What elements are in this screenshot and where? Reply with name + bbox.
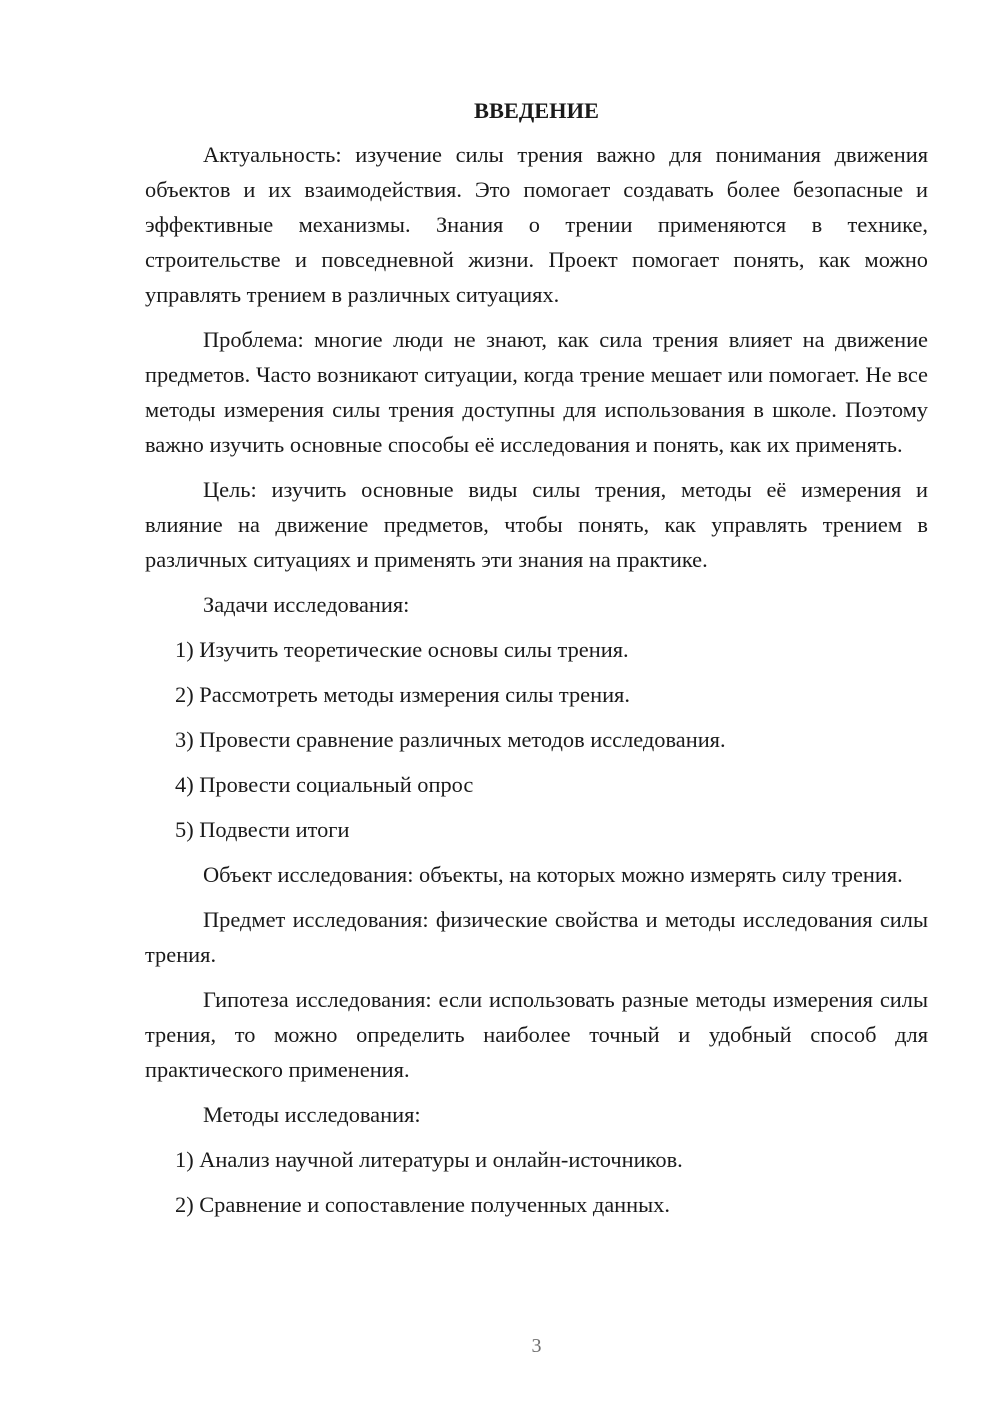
task-item-5: 5) Подвести итоги xyxy=(175,817,350,842)
tasks-heading: Задачи исследования: xyxy=(203,592,410,617)
task-item-4: 4) Провести социальный опрос xyxy=(175,772,474,797)
method-item-1: 1) Анализ научной литературы и онлайн-источников. xyxy=(175,1147,683,1172)
section-title: ВВЕДЕНИЕ xyxy=(474,98,599,123)
paragraph-hypothesis: Гипотеза исследования: если использовать разные методы измерения силы трения, то можно определить наиболее точный и удобный способ для практического применения. xyxy=(145,987,928,1082)
paragraph-relevance: Актуальность: изучение силы трения важно для понимания движения объектов и их взаимодействия. Это помогает создавать более безопасные и эффективные механизмы. Знания о трении применяются в технике, строительстве и повседневной жизни. Проект помогает понять, как можно управлять трением в различных ситуациях. xyxy=(145,142,928,307)
paragraph-subject: Предмет исследования: физические свойства и методы исследования силы трения. xyxy=(145,907,928,967)
page-number: 3 xyxy=(531,1335,542,1357)
paragraph-goal: Цель: изучить основные виды силы трения, методы её измерения и влияние на движение предметов, чтобы понять, как управлять трением в различных ситуациях и применять эти знания на практике. xyxy=(145,477,928,572)
task-item-3: 3) Провести сравнение различных методов исследования. xyxy=(175,727,726,752)
task-item-2: 2) Рассмотреть методы измерения силы трения. xyxy=(175,682,630,707)
paragraph-object: Объект исследования: объекты, на которых можно измерять силу трения. xyxy=(203,862,903,887)
paragraph-problem: Проблема: многие люди не знают, как сила трения влияет на движение предметов. Часто возникают ситуации, когда трение мешает или помогает. Не все методы измерения силы трения доступны для использования в школе. Поэтому важно изучить основные способы её исследования и понять, как их применять. xyxy=(145,327,928,457)
method-item-2: 2) Сравнение и сопоставление полученных данных. xyxy=(175,1192,670,1217)
document-page xyxy=(145,96,928,1232)
task-item-1: 1) Изучить теоретические основы силы трения. xyxy=(175,637,629,662)
methods-heading: Методы исследования: xyxy=(203,1102,421,1127)
